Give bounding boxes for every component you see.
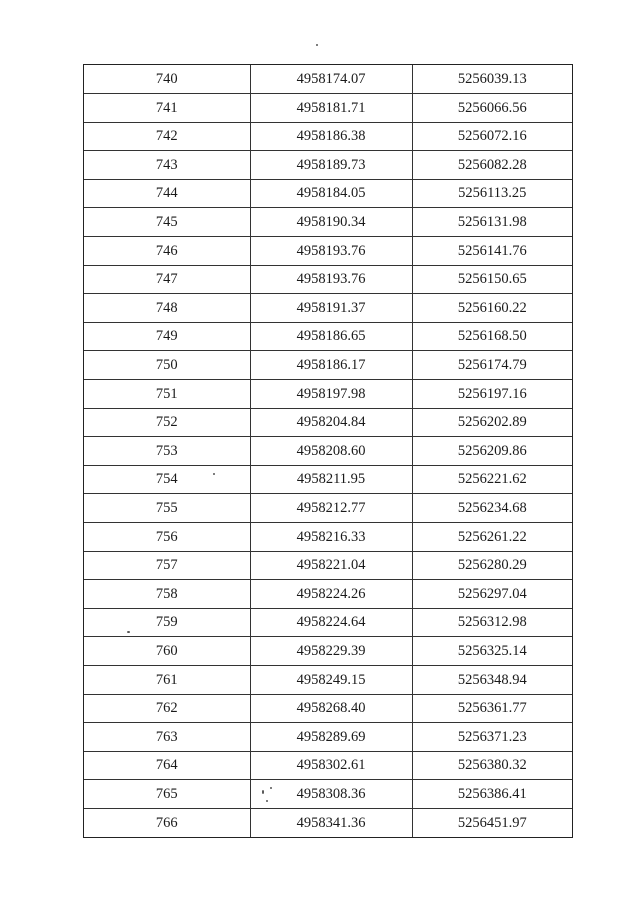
point-number-cell: 753 [84, 437, 250, 466]
x-coordinate-cell: 4958212.77 [250, 494, 412, 523]
point-number-cell: 749 [84, 322, 250, 351]
x-coordinate-cell: 4958197.98 [250, 380, 412, 409]
table-row [84, 723, 572, 752]
point-number-cell: 752 [84, 408, 250, 437]
y-coordinate-cell: 5256174.79 [412, 351, 572, 380]
table-row [84, 322, 572, 351]
table-row [84, 580, 572, 609]
table-row [84, 351, 572, 380]
point-number-cell: 743 [84, 151, 250, 180]
y-coordinate-cell: 5256202.89 [412, 408, 572, 437]
y-coordinate-cell: 5256234.68 [412, 494, 572, 523]
x-coordinate-cell: 4958193.76 [250, 265, 412, 294]
point-number-cell: 755 [84, 494, 250, 523]
x-coordinate-cell: 4958208.60 [250, 437, 412, 466]
point-number-cell: 765 [84, 780, 250, 809]
table-row [84, 608, 572, 637]
table-row [84, 665, 572, 694]
x-coordinate-cell: 4958308.36 [250, 780, 412, 809]
y-coordinate-cell: 5256039.13 [412, 65, 572, 94]
y-coordinate-cell: 5256261.22 [412, 523, 572, 552]
coordinate-table [84, 65, 572, 837]
y-coordinate-cell: 5256325.14 [412, 637, 572, 666]
y-coordinate-cell: 5256371.23 [412, 723, 572, 752]
table-row [84, 780, 572, 809]
coordinate-table-frame [83, 64, 573, 838]
y-coordinate-cell: 5256141.76 [412, 237, 572, 266]
y-coordinate-cell: 5256380.32 [412, 751, 572, 780]
point-number-cell: 758 [84, 580, 250, 609]
x-coordinate-cell: 4958186.17 [250, 351, 412, 380]
x-coordinate-cell: 4958249.15 [250, 665, 412, 694]
y-coordinate-cell: 5256197.16 [412, 380, 572, 409]
x-coordinate-cell: 4958174.07 [250, 65, 412, 94]
point-number-cell: 759 [84, 608, 250, 637]
x-coordinate-cell: 4958184.05 [250, 179, 412, 208]
x-coordinate-cell: 4958181.71 [250, 94, 412, 123]
x-coordinate-cell: 4958302.61 [250, 751, 412, 780]
y-coordinate-cell: 5256361.77 [412, 694, 572, 723]
table-row [84, 94, 572, 123]
y-coordinate-cell: 5256348.94 [412, 665, 572, 694]
point-number-cell: 763 [84, 723, 250, 752]
table-row [84, 208, 572, 237]
x-coordinate-cell: 4958204.84 [250, 408, 412, 437]
x-coordinate-cell: 4958229.39 [250, 637, 412, 666]
table-row [84, 808, 572, 837]
table-row [84, 637, 572, 666]
y-coordinate-cell: 5256160.22 [412, 294, 572, 323]
point-number-cell: 744 [84, 179, 250, 208]
point-number-cell: 750 [84, 351, 250, 380]
table-row [84, 179, 572, 208]
x-coordinate-cell: 4958224.64 [250, 608, 412, 637]
x-coordinate-cell: 4958268.40 [250, 694, 412, 723]
point-number-cell: 756 [84, 523, 250, 552]
point-number-cell: 746 [84, 237, 250, 266]
point-number-cell: 762 [84, 694, 250, 723]
x-coordinate-cell: 4958224.26 [250, 580, 412, 609]
point-number-cell: 764 [84, 751, 250, 780]
table-row [84, 122, 572, 151]
table-row [84, 65, 572, 94]
y-coordinate-cell: 5256312.98 [412, 608, 572, 637]
point-number-cell: 757 [84, 551, 250, 580]
y-coordinate-cell: 5256150.65 [412, 265, 572, 294]
y-coordinate-cell: 5256082.28 [412, 151, 572, 180]
x-coordinate-cell: 4958190.34 [250, 208, 412, 237]
point-number-cell: 742 [84, 122, 250, 151]
x-coordinate-cell: 4958221.04 [250, 551, 412, 580]
table-row [84, 465, 572, 494]
y-coordinate-cell: 5256386.41 [412, 780, 572, 809]
point-number-cell: 760 [84, 637, 250, 666]
x-coordinate-cell: 4958211.95 [250, 465, 412, 494]
point-number-cell: 745 [84, 208, 250, 237]
y-coordinate-cell: 5256072.16 [412, 122, 572, 151]
x-coordinate-cell: 4958193.76 [250, 237, 412, 266]
y-coordinate-cell: 5256066.56 [412, 94, 572, 123]
scan-speck [316, 44, 318, 46]
table-row [84, 694, 572, 723]
x-coordinate-cell: 4958189.73 [250, 151, 412, 180]
table-row [84, 437, 572, 466]
table-row [84, 294, 572, 323]
point-number-cell: 754 [84, 465, 250, 494]
y-coordinate-cell: 5256113.25 [412, 179, 572, 208]
table-row [84, 265, 572, 294]
table-row [84, 151, 572, 180]
point-number-cell: 761 [84, 665, 250, 694]
y-coordinate-cell: 5256221.62 [412, 465, 572, 494]
y-coordinate-cell: 5256451.97 [457, 814, 527, 831]
x-coordinate-cell: 4958186.65 [250, 322, 412, 351]
y-coordinate-cell: 5256131.98 [412, 208, 572, 237]
table-row [84, 751, 572, 780]
point-number-cell: 748 [84, 294, 250, 323]
table-row [84, 380, 572, 409]
coordinate-table-body [84, 65, 572, 837]
table-row [84, 237, 572, 266]
point-number-cell: 751 [84, 380, 250, 409]
table-row [84, 408, 572, 437]
point-number-cell: 741 [84, 94, 250, 123]
table-row [84, 494, 572, 523]
x-coordinate-cell: 4958191.37 [250, 294, 412, 323]
y-coordinate-cell: 5256209.86 [412, 437, 572, 466]
x-coordinate-cell: 4958186.38 [250, 122, 412, 151]
x-coordinate-cell: 4958289.69 [250, 723, 412, 752]
x-coordinate-cell: 4958216.33 [250, 523, 412, 552]
y-coordinate-cell: 5256297.04 [412, 580, 572, 609]
y-coordinate-cell: 5256280.29 [412, 551, 572, 580]
point-number-cell: 740 [84, 65, 250, 94]
point-number-cell: 766 [84, 808, 250, 837]
y-coordinate-cell: 5256168.50 [412, 322, 572, 351]
table-row [84, 551, 572, 580]
table-row [84, 523, 572, 552]
point-number-cell: 747 [84, 265, 250, 294]
x-coordinate-cell: 4958341.36 [250, 808, 412, 837]
